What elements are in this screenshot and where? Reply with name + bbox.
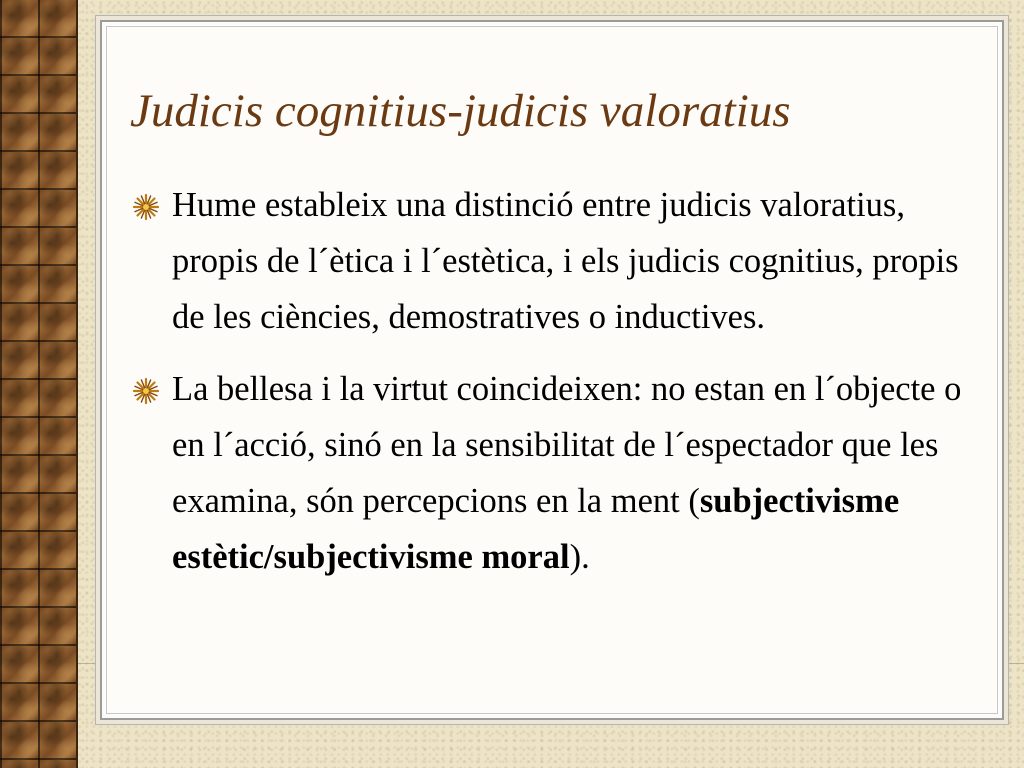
bullet-item-1 [132,177,982,345]
bullet-text-2-before: La bellesa i la virtut coincideixen: no estan en l´objecte o en l´acció, sinó en la sensibilitat de l´espectador que les examina, són percepcions en la ment ( [172,370,962,520]
bullet-item-2 [132,361,982,585]
marble-border-strip [0,0,76,768]
starburst-bullet-icon [132,193,160,221]
bullet-text-1: Hume estableix una distinció entre judicis valoratius, propis de l´ètica i l´estètica, i els judicis cognitius, propis de les ciències, demostratives o inductives. [172,186,959,336]
bullet-text-2-after: ). [569,538,590,576]
bullet-list [132,177,982,601]
slide-content-panel [100,20,1004,720]
starburst-bullet-icon [132,377,160,405]
slide-title: Judicis cognitius-judicis valoratius [130,85,791,137]
bullet-text-2-bold: subjectivisme estètic/subjectivisme moral [172,482,900,576]
strip-edge [76,0,78,768]
